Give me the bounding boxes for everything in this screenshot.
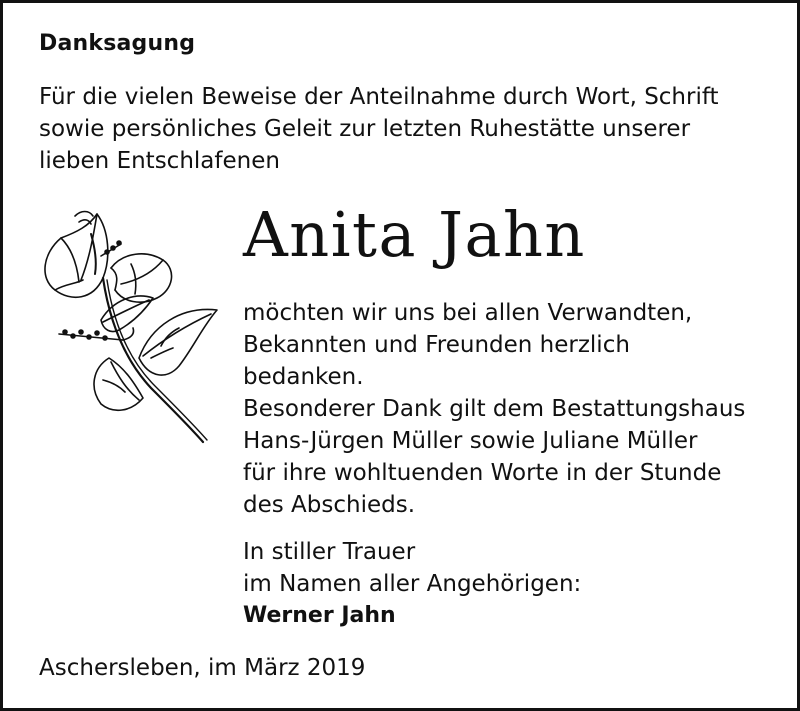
intro-line: sowie persönliches Geleit zur letzten Ruhestätte unserer — [39, 116, 691, 142]
notice-heading: Danksagung — [39, 31, 196, 56]
signer-name: Werner Jahn — [243, 603, 396, 628]
message-line: Bekannten und Freunden herzlich — [243, 332, 630, 358]
message-line: möchten wir uns bei allen Verwandten, — [243, 300, 693, 326]
message-line: Besonderer Dank gilt dem Bestattungshaus — [243, 396, 746, 422]
message-line: des Abschieds. — [243, 492, 416, 518]
place-and-date: Aschersleben, im März 2019 — [39, 655, 366, 681]
message-line: bedanken. — [243, 364, 364, 390]
calla-lily-icon — [31, 208, 227, 448]
intro-line: Für die vielen Beweise der Anteilnahme durch Wort, Schrift — [39, 84, 719, 110]
deceased-name: Anita Jahn — [243, 198, 586, 271]
intro-line: lieben Entschlafenen — [39, 148, 280, 174]
closing-line: In stiller Trauer — [243, 539, 416, 565]
closing-line: im Namen aller Angehörigen: — [243, 571, 582, 597]
message-line: für ihre wohltuenden Worte in der Stunde — [243, 460, 722, 486]
message-line: Hans-Jürgen Müller sowie Juliane Müller — [243, 428, 698, 454]
thank-you-message — [243, 297, 783, 521]
closing-text — [243, 536, 783, 600]
intro-text — [39, 81, 769, 177]
